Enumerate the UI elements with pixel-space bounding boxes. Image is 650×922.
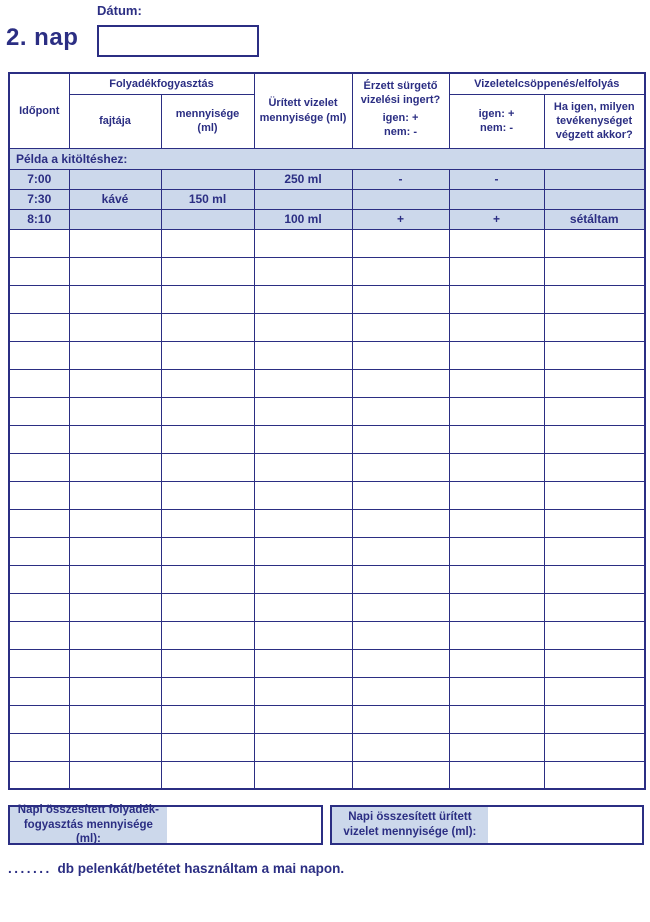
empty-cell[interactable]: [449, 733, 544, 761]
empty-cell[interactable]: [449, 649, 544, 677]
empty-cell[interactable]: [9, 453, 69, 481]
empty-cell[interactable]: [69, 285, 161, 313]
table-row: [9, 677, 645, 705]
empty-cell[interactable]: [161, 257, 254, 285]
empty-cell[interactable]: [254, 593, 352, 621]
empty-cell[interactable]: [449, 229, 544, 257]
table-row: [9, 453, 645, 481]
empty-cell[interactable]: [544, 733, 645, 761]
empty-cell[interactable]: [9, 509, 69, 537]
empty-cell[interactable]: [544, 425, 645, 453]
empty-cell[interactable]: [69, 397, 161, 425]
fluid-total-box: [8, 805, 323, 845]
example-cell: 150 ml: [161, 189, 254, 209]
example-cell: +: [449, 209, 544, 229]
table-row: [9, 593, 645, 621]
example-cell: [352, 189, 449, 209]
empty-cell[interactable]: [352, 565, 449, 593]
empty-cell[interactable]: [544, 229, 645, 257]
empty-cell[interactable]: [69, 677, 161, 705]
empty-cell[interactable]: [161, 733, 254, 761]
empty-cell[interactable]: [161, 621, 254, 649]
page-title: 2. nap: [6, 24, 79, 51]
empty-cell[interactable]: [449, 509, 544, 537]
example-section-label: Példa a kitöltéshez:: [9, 148, 645, 169]
empty-cell[interactable]: [161, 369, 254, 397]
empty-cell[interactable]: [449, 481, 544, 509]
col-header-leakage-yesno: [449, 94, 544, 148]
table-row: [9, 425, 645, 453]
empty-cell[interactable]: [69, 565, 161, 593]
empty-cell[interactable]: [161, 397, 254, 425]
empty-cell[interactable]: [352, 677, 449, 705]
empty-cell[interactable]: [352, 397, 449, 425]
yes-legend: igen: +: [478, 107, 515, 120]
col-header-leakage-activity: Ha igen, milyen tevékenységet végzett akkor?: [544, 94, 645, 148]
example-cell: 7:00: [9, 169, 69, 189]
col-header-fluid-type: fajtája: [69, 94, 161, 148]
pads-count-text: db pelenkát/betétet használtam a mai napon.: [57, 861, 345, 876]
col-header-urine-amount: Ürített vizelet mennyisége (ml): [254, 73, 352, 148]
empty-cell[interactable]: [161, 537, 254, 565]
empty-cell[interactable]: [9, 649, 69, 677]
empty-cell[interactable]: [9, 285, 69, 313]
example-cell: -: [352, 169, 449, 189]
empty-cell[interactable]: [254, 257, 352, 285]
date-label: Dátum:: [97, 3, 142, 18]
empty-cell[interactable]: [352, 705, 449, 733]
empty-cell[interactable]: [352, 425, 449, 453]
empty-cell[interactable]: [449, 369, 544, 397]
empty-cell[interactable]: [254, 481, 352, 509]
empty-cell[interactable]: [449, 453, 544, 481]
empty-cell[interactable]: [352, 593, 449, 621]
empty-cell[interactable]: [161, 677, 254, 705]
table-row: [9, 565, 645, 593]
empty-cell[interactable]: [161, 481, 254, 509]
empty-cell[interactable]: [161, 509, 254, 537]
empty-cell[interactable]: [352, 341, 449, 369]
empty-cell[interactable]: [69, 229, 161, 257]
col-header-leakage-group: Vizeletelcsöppenés/elfolyás: [449, 73, 645, 94]
empty-cell[interactable]: [9, 481, 69, 509]
table-row: [9, 509, 645, 537]
example-cell: [161, 209, 254, 229]
empty-rows-body: [9, 229, 645, 789]
empty-cell[interactable]: [449, 313, 544, 341]
empty-cell[interactable]: [449, 761, 544, 789]
example-cell: [161, 169, 254, 189]
table-row: [9, 761, 645, 789]
empty-cell[interactable]: [544, 537, 645, 565]
empty-cell[interactable]: [69, 649, 161, 677]
empty-cell[interactable]: [544, 621, 645, 649]
empty-cell[interactable]: [9, 425, 69, 453]
example-cell: 250 ml: [254, 169, 352, 189]
empty-cell[interactable]: [161, 313, 254, 341]
empty-cell[interactable]: [449, 593, 544, 621]
empty-cell[interactable]: [449, 537, 544, 565]
empty-cell[interactable]: [544, 481, 645, 509]
empty-cell[interactable]: [352, 481, 449, 509]
empty-cell[interactable]: [254, 369, 352, 397]
empty-cell[interactable]: [69, 341, 161, 369]
empty-cell[interactable]: [254, 453, 352, 481]
example-cell: 8:10: [9, 209, 69, 229]
pads-count-line: [8, 861, 650, 876]
empty-cell[interactable]: [69, 313, 161, 341]
empty-cell[interactable]: [544, 565, 645, 593]
empty-cell[interactable]: [69, 257, 161, 285]
empty-cell[interactable]: [9, 397, 69, 425]
empty-cell[interactable]: [9, 257, 69, 285]
empty-cell[interactable]: [69, 369, 161, 397]
empty-cell[interactable]: [161, 705, 254, 733]
empty-cell[interactable]: [254, 761, 352, 789]
no-legend: nem: -: [480, 122, 514, 134]
empty-cell[interactable]: [449, 677, 544, 705]
empty-cell[interactable]: [544, 593, 645, 621]
empty-cell[interactable]: [352, 257, 449, 285]
no-legend: nem: -: [384, 126, 418, 139]
example-cell: sétáltam: [544, 209, 645, 229]
example-cell: 100 ml: [254, 209, 352, 229]
example-cell: +: [352, 209, 449, 229]
empty-cell[interactable]: [544, 453, 645, 481]
example-cell: [544, 189, 645, 209]
urine-total-box: [330, 805, 645, 845]
empty-cell[interactable]: [544, 369, 645, 397]
example-cell: [69, 209, 161, 229]
empty-cell[interactable]: [69, 705, 161, 733]
empty-cell[interactable]: [69, 481, 161, 509]
empty-cell[interactable]: [161, 761, 254, 789]
empty-cell[interactable]: [9, 537, 69, 565]
empty-cell[interactable]: [69, 453, 161, 481]
empty-cell[interactable]: [161, 425, 254, 453]
empty-cell[interactable]: [352, 761, 449, 789]
empty-cell[interactable]: [254, 397, 352, 425]
example-row: [9, 209, 645, 229]
table-row: [9, 257, 645, 285]
empty-cell[interactable]: [69, 761, 161, 789]
fluid-total-label: Napi összesített folyadék-fogyasztás mennyisége (ml):: [10, 807, 167, 843]
empty-cell[interactable]: [449, 341, 544, 369]
empty-cell[interactable]: [352, 649, 449, 677]
empty-cell[interactable]: [161, 229, 254, 257]
empty-cell[interactable]: [449, 285, 544, 313]
empty-cell[interactable]: [9, 369, 69, 397]
pads-count-blank[interactable]: .......: [8, 861, 52, 876]
table-row: [9, 481, 645, 509]
empty-cell[interactable]: [254, 341, 352, 369]
empty-cell[interactable]: [352, 313, 449, 341]
fluid-total-input[interactable]: [167, 807, 321, 843]
empty-cell[interactable]: [69, 621, 161, 649]
empty-cell[interactable]: [254, 313, 352, 341]
example-row: [9, 189, 645, 209]
example-cell: -: [449, 169, 544, 189]
empty-cell[interactable]: [449, 705, 544, 733]
empty-cell[interactable]: [352, 229, 449, 257]
example-cell: [69, 169, 161, 189]
example-row: [9, 169, 645, 189]
table-row: [9, 369, 645, 397]
empty-cell[interactable]: [69, 425, 161, 453]
empty-cell[interactable]: [352, 285, 449, 313]
empty-cell[interactable]: [449, 397, 544, 425]
empty-cell[interactable]: [352, 369, 449, 397]
empty-cell[interactable]: [544, 313, 645, 341]
example-cell: [544, 169, 645, 189]
empty-cell[interactable]: [9, 313, 69, 341]
col-header-time: Időpont: [9, 73, 69, 148]
table-row: [9, 229, 645, 257]
diary-table: [8, 72, 646, 790]
table-row: [9, 313, 645, 341]
empty-cell[interactable]: [254, 565, 352, 593]
page-header: [0, 0, 650, 64]
empty-cell[interactable]: [161, 341, 254, 369]
empty-cell[interactable]: [544, 705, 645, 733]
urgency-question: Érzett sürgető vizelési ingert?: [360, 79, 441, 107]
empty-cell[interactable]: [254, 285, 352, 313]
urine-total-label: Napi összesített ürített vizelet mennyisége (ml):: [332, 807, 489, 843]
empty-cell[interactable]: [544, 649, 645, 677]
empty-cell[interactable]: [69, 593, 161, 621]
empty-cell[interactable]: [544, 341, 645, 369]
example-section-row: [9, 148, 645, 169]
empty-cell[interactable]: [254, 705, 352, 733]
col-header-fluid-group: Folyadékfogyasztás: [69, 73, 254, 94]
empty-cell[interactable]: [254, 537, 352, 565]
table-row: [9, 649, 645, 677]
empty-cell[interactable]: [9, 229, 69, 257]
empty-cell[interactable]: [9, 761, 69, 789]
example-cell: 7:30: [9, 189, 69, 209]
empty-cell[interactable]: [161, 285, 254, 313]
table-row: [9, 621, 645, 649]
empty-cell[interactable]: [254, 733, 352, 761]
empty-cell[interactable]: [449, 565, 544, 593]
empty-cell[interactable]: [254, 649, 352, 677]
yes-legend: igen: +: [382, 112, 419, 125]
summary-row: [8, 805, 644, 845]
empty-cell[interactable]: [9, 621, 69, 649]
empty-cell[interactable]: [69, 733, 161, 761]
empty-cell[interactable]: [544, 761, 645, 789]
urine-total-input[interactable]: [488, 807, 642, 843]
empty-cell[interactable]: [9, 705, 69, 733]
empty-cell[interactable]: [352, 621, 449, 649]
table-row: [9, 341, 645, 369]
empty-cell[interactable]: [254, 509, 352, 537]
empty-cell[interactable]: [9, 341, 69, 369]
empty-cell[interactable]: [69, 509, 161, 537]
empty-cell[interactable]: [9, 593, 69, 621]
col-header-urgency: [352, 73, 449, 148]
empty-cell[interactable]: [449, 425, 544, 453]
empty-cell[interactable]: [254, 677, 352, 705]
empty-cell[interactable]: [254, 621, 352, 649]
example-cell: kávé: [69, 189, 161, 209]
empty-cell[interactable]: [352, 733, 449, 761]
empty-cell[interactable]: [352, 509, 449, 537]
empty-cell[interactable]: [544, 677, 645, 705]
empty-cell[interactable]: [352, 453, 449, 481]
empty-cell[interactable]: [544, 257, 645, 285]
empty-cell[interactable]: [449, 621, 544, 649]
empty-cell[interactable]: [161, 453, 254, 481]
empty-cell[interactable]: [544, 397, 645, 425]
empty-cell[interactable]: [9, 565, 69, 593]
example-cell: [449, 189, 544, 209]
urgency-legend: [355, 111, 447, 140]
table-row: [9, 733, 645, 761]
empty-cell[interactable]: [352, 537, 449, 565]
empty-cell[interactable]: [544, 285, 645, 313]
empty-cell[interactable]: [254, 425, 352, 453]
empty-cell[interactable]: [161, 649, 254, 677]
table-row: [9, 537, 645, 565]
empty-cell[interactable]: [69, 537, 161, 565]
empty-cell[interactable]: [544, 509, 645, 537]
col-header-fluid-amount: mennyisége (ml): [161, 94, 254, 148]
empty-cell[interactable]: [9, 733, 69, 761]
table-row: [9, 705, 645, 733]
empty-cell[interactable]: [449, 257, 544, 285]
empty-cell[interactable]: [161, 565, 254, 593]
table-row: [9, 285, 645, 313]
table-row: [9, 397, 645, 425]
empty-cell[interactable]: [9, 677, 69, 705]
date-input[interactable]: [97, 25, 259, 57]
example-cell: [254, 189, 352, 209]
empty-cell[interactable]: [254, 229, 352, 257]
empty-cell[interactable]: [161, 593, 254, 621]
